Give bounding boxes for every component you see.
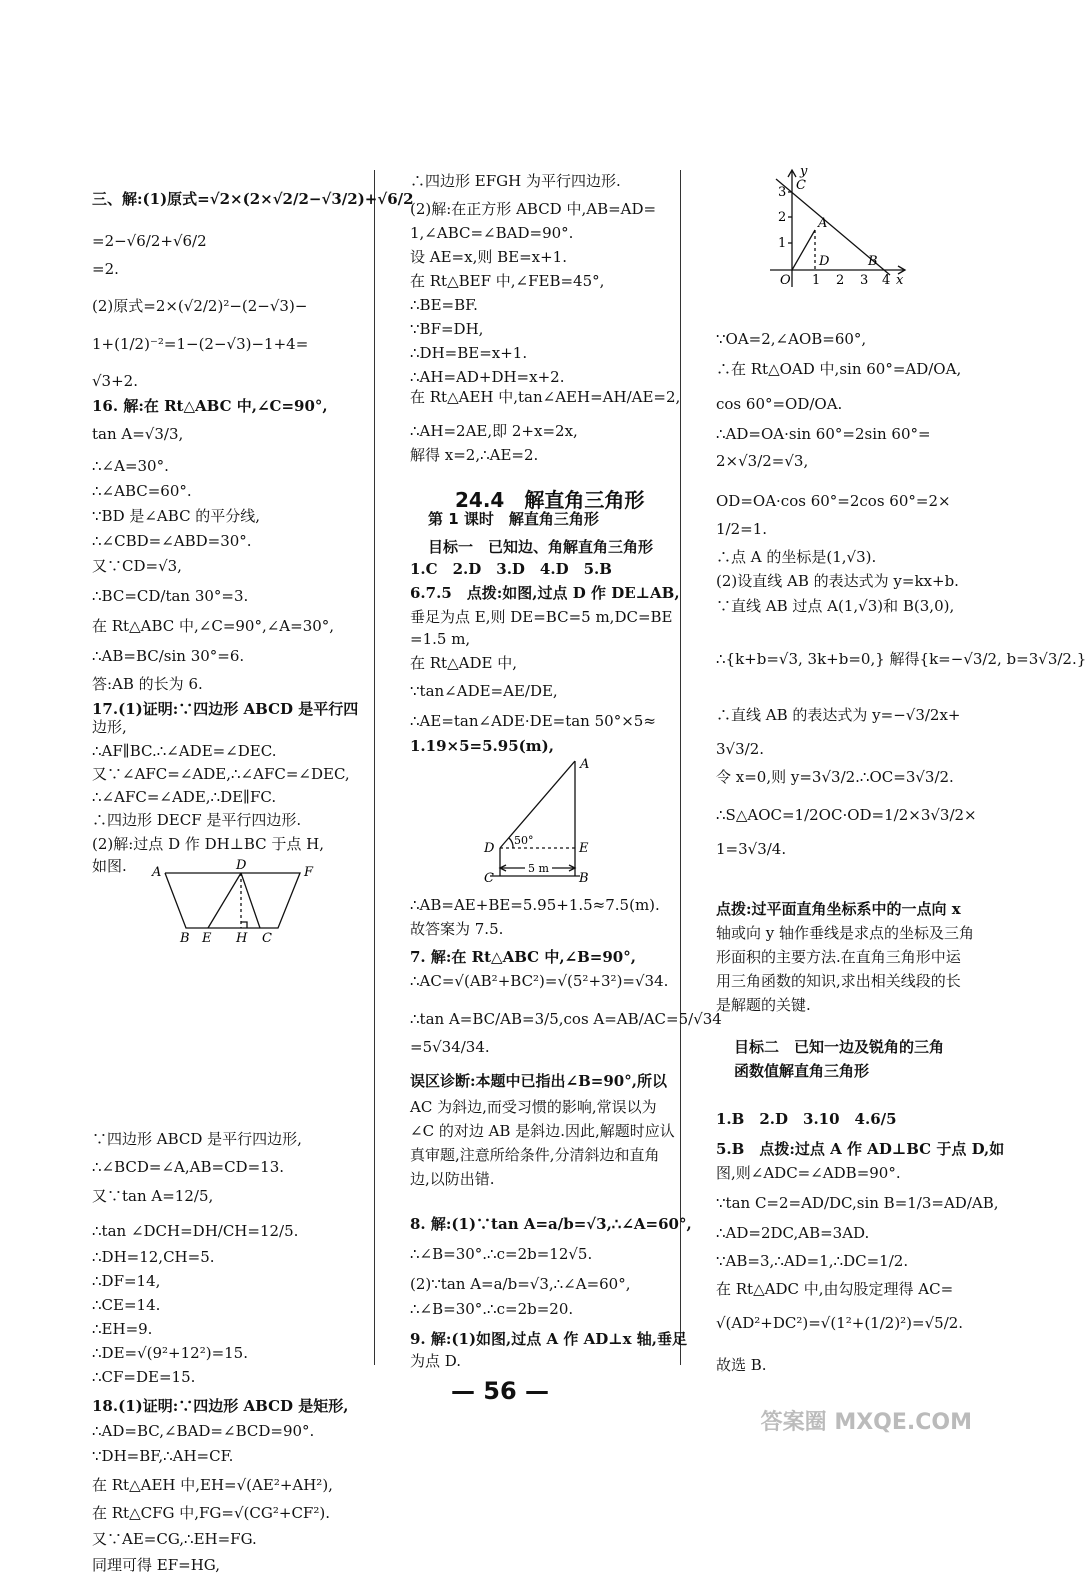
text-line: ∴AF∥BC.∴∠ADE=∠DEC.: [92, 742, 277, 760]
page-number: — 56 —: [450, 1377, 550, 1405]
tick-x-1: 1: [812, 273, 821, 288]
text-line: 轴或向 y 轴作垂线是求点的坐标及三角: [716, 924, 975, 942]
text-line: 在 Rt△AEH 中,EH=√(AE²+AH²),: [92, 1476, 333, 1494]
text-line: ∴AB=BC/sin 30°=6.: [92, 647, 245, 665]
text-line: 故答案为 7.5.: [410, 920, 504, 938]
label-B: B: [868, 254, 878, 269]
text-line: 三、解:(1)原式=√2×(2×√2/2−√3/2)+√6/2: [92, 190, 414, 208]
text-line: √(AD²+DC²)=√(1²+(1/2)²)=√5/2.: [716, 1314, 964, 1332]
text-line: 形面积的主要方法.在直角三角形中运: [716, 948, 961, 966]
text-line: ∴AH=2AE,即 2+x=2x,: [410, 422, 578, 440]
text-line: 1.19×5=5.95(m),: [410, 737, 554, 755]
text-line: 函数值解直角三角形: [734, 1062, 870, 1080]
label-H: H: [236, 931, 248, 946]
text-line: 在 Rt△ADE 中,: [410, 654, 517, 672]
text-line: 18.(1)证明:∵四边形 ABCD 是矩形,: [92, 1397, 349, 1415]
text-line: ∵AB=3,∴AD=1,∴DC=1/2.: [716, 1252, 909, 1270]
text-line: √3+2.: [92, 372, 138, 390]
text-line: ∴S△AOC=1/2OC·OD=1/2×3√3/2×: [716, 806, 977, 824]
text-line: 16. 解:在 Rt△ABC 中,∠C=90°,: [92, 397, 328, 415]
text-line: ∵tan C=2=AD/DC,sin B=1/3=AD/AB,: [716, 1194, 999, 1212]
text-line: 边,以防出错.: [410, 1170, 495, 1188]
text-line: cos 60°=OD/OA.: [716, 395, 843, 413]
text-line: 解得 x=2,∴AE=2.: [410, 446, 539, 464]
figure-coordinate-plane: [770, 165, 910, 290]
text-line: 垂足为点 E,则 DE=BC=5 m,DC=BE: [410, 608, 673, 626]
text-line: ∴在 Rt△OAD 中,sin 60°=AD/OA,: [716, 360, 962, 378]
text-line: 为点 D.: [410, 1352, 462, 1370]
text-line: 1,∠ABC=∠BAD=90°.: [410, 224, 574, 242]
text-line: ∴CE=14.: [92, 1296, 161, 1314]
text-line: ∴tan A=BC/AB=3/5,cos A=AB/AC=5/√34: [410, 1010, 722, 1028]
column-divider-1: [374, 170, 375, 1365]
label-D: D: [236, 858, 247, 873]
text-line: ∵tan∠ADE=AE/DE,: [410, 682, 558, 700]
text-line: 令 x=0,则 y=3√3/2.∴OC=3√3/2.: [716, 768, 954, 786]
text-line: (2)解:过点 D 作 DH⊥BC 于点 H,: [92, 835, 325, 853]
text-line: ∴BE=BF.: [410, 296, 478, 314]
text-line: 目标二 已知一边及锐角的三角: [734, 1038, 945, 1056]
text-line: 6.7.5 点拨:如图,过点 D 作 DE⊥AB,: [410, 584, 680, 602]
text-line: =5√34/34.: [410, 1038, 490, 1056]
label-B: B: [180, 931, 190, 946]
text-line: 3√3/2.: [716, 740, 765, 758]
text-line: 图,则∠ADC=∠ADB=90°.: [716, 1164, 901, 1182]
text-line: ∴AE=tan∠ADE·DE=tan 50°×5≈: [410, 712, 656, 730]
text-line: ∴∠ABC=60°.: [92, 482, 192, 500]
text-line: AC 为斜边,而受习惯的影响,常误以为: [410, 1098, 657, 1116]
text-line: ∵直线 AB 过点 A(1,√3)和 B(3,0),: [716, 597, 955, 615]
label-O: O: [780, 273, 791, 288]
text-line: 又∵AE=CG,∴EH=FG.: [92, 1530, 257, 1548]
text-line: 5.B 点拨:过点 A 作 AD⊥BC 于点 D,如: [716, 1140, 1005, 1158]
text-line: ∴AB=AE+BE=5.95+1.5≈7.5(m).: [410, 896, 660, 914]
label-E: E: [579, 841, 589, 856]
figure-right-triangle: [480, 756, 600, 886]
figure-parallelogram: [150, 858, 330, 946]
text-line: ∴AD=OA·sin 60°=2sin 60°=: [716, 425, 931, 443]
label-D: D: [819, 254, 830, 269]
text-line: 目标一 已知边、角解直角三角形: [428, 538, 654, 556]
text-line: (2)∵tan A=a/b=√3,∴∠A=60°,: [410, 1275, 631, 1293]
text-line: ∴∠CBD=∠ABD=30°.: [92, 532, 252, 550]
text-line: tan A=√3/3,: [92, 425, 184, 443]
text-line: =2.: [92, 260, 119, 278]
text-line: (2)设直线 AB 的表达式为 y=kx+b.: [716, 572, 959, 590]
text-line: ∴{k+b=√3, 3k+b=0,} 解得{k=−√3/2, b=3√3/2.}: [716, 650, 1086, 668]
text-line: 故选 B.: [716, 1356, 767, 1374]
text-line: 在 Rt△AEH 中,tan∠AEH=AH/AE=2,: [410, 388, 681, 406]
text-line: ∴∠A=30°.: [92, 457, 169, 475]
text-line: (2)原式=2×(√2/2)²−(2−√3)−: [92, 297, 308, 315]
text-line: ∴∠AFC=∠ADE,∴DE∥FC.: [92, 788, 277, 806]
label-F: F: [304, 865, 314, 880]
tick-x-3: 3: [860, 273, 869, 288]
text-line: 又∵∠AFC=∠ADE,∴∠AFC=∠DEC,: [92, 765, 350, 783]
text-line: ∵BF=DH,: [410, 320, 484, 338]
label-y: y: [800, 164, 808, 179]
text-line: =2−√6/2+√6/2: [92, 232, 207, 250]
text-line: ∴AH=AD+DH=x+2.: [410, 368, 565, 386]
text-line: ∴∠B=30°.∴c=2b=20.: [410, 1300, 574, 1318]
label-E: E: [202, 931, 212, 946]
text-line: 在 Rt△ADC 中,由勾股定理得 AC=: [716, 1280, 954, 1298]
text-line: ∴EH=9.: [92, 1320, 153, 1338]
tick-y-3: 3: [778, 185, 787, 200]
text-line: ∴tan ∠DCH=DH/CH=12/5.: [92, 1222, 299, 1240]
text-line: 在 Rt△CFG 中,FG=√(CG²+CF²).: [92, 1504, 330, 1522]
text-line: ∴DE=√(9²+12²)=15.: [92, 1344, 248, 1362]
text-line: 2×√3/2=√3,: [716, 452, 809, 470]
text-line: 边形,: [92, 718, 127, 736]
text-line: ∵DH=BF,∴AH=CF.: [92, 1447, 234, 1465]
text-line: ∴AD=BC,∠BAD=∠BCD=90°.: [92, 1422, 315, 1440]
watermark: 答案圈 MXQE.COM: [760, 1410, 972, 1435]
text-line: ∴CF=DE=15.: [92, 1368, 196, 1386]
text-line: 1=3√3/4.: [716, 840, 787, 858]
column-divider-2: [680, 170, 681, 1365]
text-line: 在 Rt△ABC 中,∠C=90°,∠A=30°,: [92, 617, 335, 635]
text-line: ∴DH=BE=x+1.: [410, 344, 528, 362]
text-line: 用三角函数的知识,求出相关线段的长: [716, 972, 961, 990]
text-line: 9. 解:(1)如图,过点 A 作 AD⊥x 轴,垂足: [410, 1330, 688, 1348]
label-D: D: [484, 841, 495, 856]
label-C: C: [796, 178, 806, 193]
text-line: ∴BC=CD/tan 30°=3.: [92, 587, 249, 605]
text-line: 点拨:过平面直角坐标系中的一点向 x: [716, 900, 961, 918]
text-line: ∴点 A 的坐标是(1,√3).: [716, 548, 877, 566]
text-line: 如图.: [92, 857, 127, 875]
text-line: 1.C 2.D 3.D 4.D 5.B: [410, 560, 612, 578]
text-line: ∴AD=2DC,AB=3AD.: [716, 1224, 870, 1242]
text-line: OD=OA·cos 60°=2cos 60°=2×: [716, 492, 951, 510]
text-line: 答:AB 的长为 6.: [92, 675, 203, 693]
text-line: ∴四边形 DECF 是平行四边形.: [92, 811, 302, 829]
text-line: 8. 解:(1)∵tan A=a/b=√3,∴∠A=60°,: [410, 1215, 692, 1233]
label-A: A: [580, 757, 590, 772]
tick-y-1: 1: [778, 236, 787, 251]
text-line: 又∵CD=√3,: [92, 557, 182, 575]
label-A: A: [818, 216, 828, 231]
label-x: x: [896, 273, 904, 288]
text-line: ∴AC=√(AB²+BC²)=√(5²+3²)=√34.: [410, 972, 669, 990]
text-line: =1.5 m,: [410, 630, 471, 648]
text-line: 同理可得 EF=HG,: [92, 1556, 220, 1574]
text-line: 1/2=1.: [716, 520, 768, 538]
text-line: ∵BD 是∠ABC 的平分线,: [92, 507, 261, 525]
label-length: 5 m: [528, 862, 549, 875]
label-angle: 50°: [514, 834, 534, 847]
text-line: 17.(1)证明:∵四边形 ABCD 是平行四: [92, 700, 359, 718]
text-line: 设 AE=x,则 BE=x+1.: [410, 248, 567, 266]
text-line: 误区诊断:本题中已指出∠B=90°,所以: [410, 1072, 667, 1090]
text-line: ∠C 的对边 AB 是斜边.因此,解题时应认: [410, 1122, 675, 1140]
text-line: 是解题的关键.: [716, 996, 811, 1014]
label-A: A: [152, 865, 162, 880]
tick-x-2: 2: [836, 273, 845, 288]
text-line: 7. 解:在 Rt△ABC 中,∠B=90°,: [410, 948, 636, 966]
text-line: 1.B 2.D 3.10 4.6/5: [716, 1110, 897, 1128]
section-title: 24.4 解直角三角形: [455, 488, 645, 512]
text-line: ∵OA=2,∠AOB=60°,: [716, 330, 867, 348]
text-line: ∴DH=12,CH=5.: [92, 1248, 215, 1266]
text-line: ∴四边形 EFGH 为平行四边形.: [410, 172, 621, 190]
text-line: 又∵tan A=12/5,: [92, 1187, 214, 1205]
label-C: C: [262, 931, 272, 946]
tick-x-4: 4: [882, 273, 891, 288]
text-line: ∴∠BCD=∠A,AB=CD=13.: [92, 1158, 285, 1176]
text-line: 第 1 课时 解直角三角形: [428, 510, 599, 528]
text-line: ∴DF=14,: [92, 1272, 161, 1290]
tick-y-2: 2: [778, 210, 787, 225]
label-C: C: [484, 871, 494, 886]
label-B: B: [579, 871, 589, 886]
text-line: 在 Rt△BEF 中,∠FEB=45°,: [410, 272, 605, 290]
text-line: 1+(1/2)⁻²=1−(2−√3)−1+4=: [92, 335, 309, 353]
text-line: 真审题,注意所给条件,分清斜边和直角: [410, 1146, 660, 1164]
text-line: ∴∠B=30°.∴c=2b=12√5.: [410, 1245, 593, 1263]
text-line: ∵四边形 ABCD 是平行四边形,: [92, 1130, 302, 1148]
text-line: ∴直线 AB 的表达式为 y=−√3/2x+: [716, 706, 961, 724]
text-line: (2)解:在正方形 ABCD 中,AB=AD=: [410, 200, 657, 218]
